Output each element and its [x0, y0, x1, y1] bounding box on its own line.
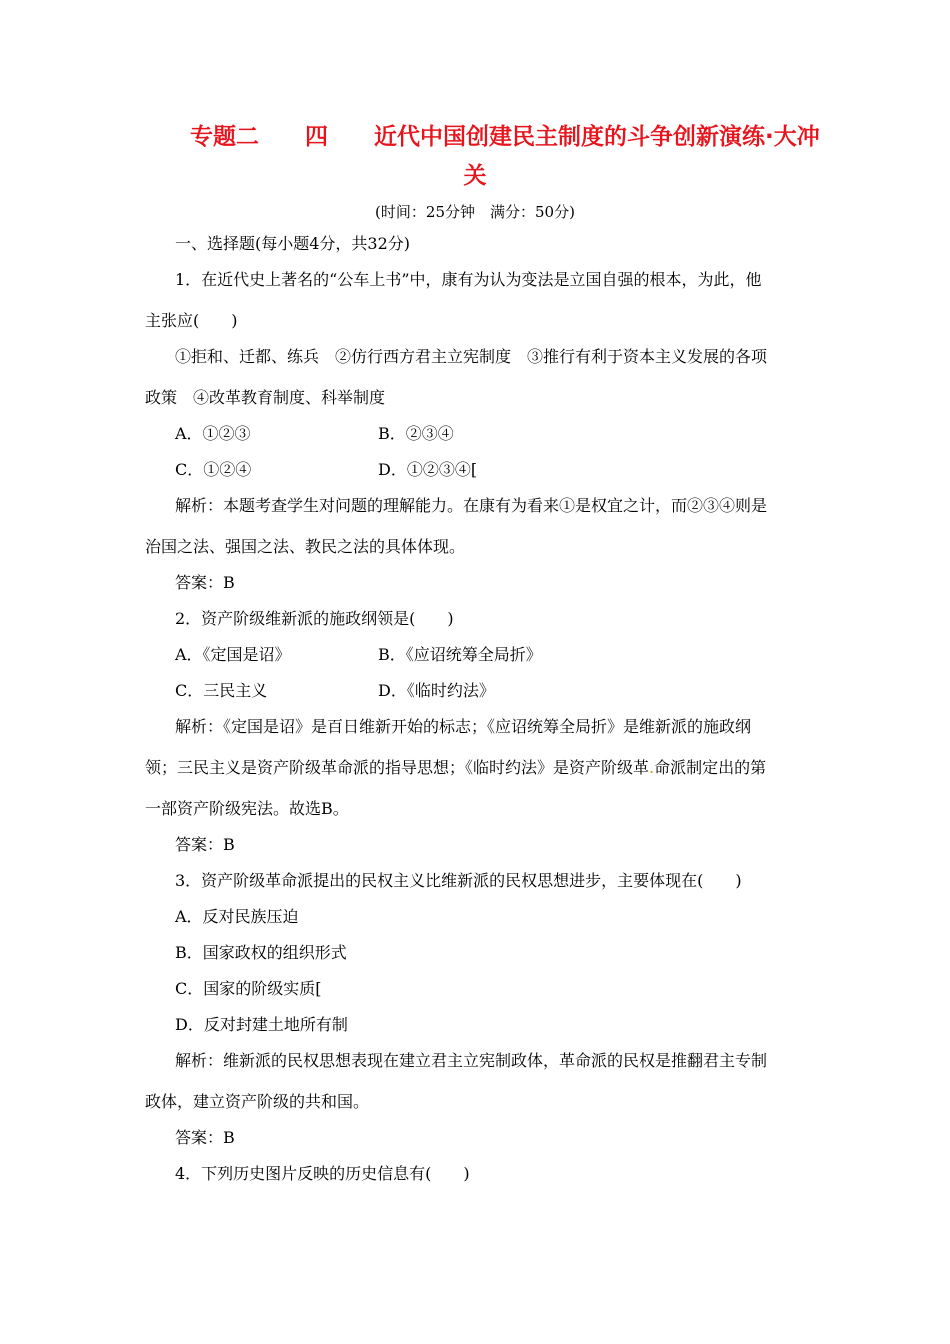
section-heading: 一、选择题(每小题4分，共32分)	[175, 234, 411, 253]
document-title	[190, 118, 820, 196]
q3-answer: 答案：B	[175, 1128, 235, 1147]
q2-analysis-line2-part1: 领；三民主义是资产阶级革命派的指导思想；《临时约法》是资产阶级革	[145, 758, 650, 777]
q2-stem: 2．资产阶级维新派的施政纲领是( )	[175, 609, 454, 628]
q1-option-a: A．①②③	[175, 424, 251, 443]
title-line-1: 专题二 四 近代中国创建民主制度的斗争创新演练·大冲	[190, 124, 820, 150]
q1-analysis-line2: 治国之法、强国之法、教民之法的具体体现。	[145, 537, 466, 556]
q1-option-d: D．①②③④[	[378, 460, 478, 479]
q1-option-c: C．①②④	[175, 460, 252, 479]
q3-option-c: C．国家的阶级实质[	[175, 979, 322, 998]
subtitle-time-score: (时间：25分钟 满分：50分)	[375, 203, 575, 221]
q3-stem: 3．资产阶级革命派提出的民权主义比维新派的民权思想进步，主要体现在( )	[175, 871, 742, 890]
q3-option-a: A．反对民族压迫	[175, 907, 299, 926]
q2-option-a: A．《定国是诏》	[175, 645, 291, 664]
q3-analysis-line2: 政体，建立资产阶级的共和国。	[145, 1092, 370, 1111]
q1-analysis-line1: 解析：本题考查学生对问题的理解能力。在康有为看来①是权宜之计，而②③④则是	[175, 496, 768, 515]
q2-analysis-line2-part2: 命派制定出的第	[654, 758, 767, 777]
q1-answer: 答案：B	[175, 573, 235, 592]
q2-answer: 答案：B	[175, 835, 235, 854]
q1-stem-line2: 主张应( )	[145, 311, 238, 330]
title-line-2: 关	[463, 163, 487, 189]
q2-option-b: B．《应诏统筹全局折》	[378, 645, 542, 664]
q2-option-d: D．《临时约法》	[378, 681, 495, 700]
q1-items-line1: ①拒和、迁都、练兵 ②仿行西方君主立宪制度 ③推行有利于资本主义发展的各项	[175, 347, 768, 366]
q3-option-d: D．反对封建土地所有制	[175, 1015, 348, 1034]
stray-mark: .	[649, 758, 655, 777]
q2-analysis-line1: 解析：《定国是诏》是百日维新开始的标志；《应诏统筹全局折》是维新派的施政纲	[175, 717, 752, 736]
q1-items-line2: 政策 ④改革教育制度、科举制度	[145, 388, 386, 407]
q2-analysis-line3: 一部资产阶级宪法。故选B。	[145, 799, 349, 818]
q1-stem-line1: 1．在近代史上著名的“公车上书”中，康有为认为变法是立国自强的根本，为此，他	[175, 270, 762, 289]
q3-option-b: B．国家政权的组织形式	[175, 943, 347, 962]
q2-option-c: C．三民主义	[175, 681, 268, 700]
q2-analysis-line2	[145, 758, 766, 778]
q1-option-b: B．②③④	[378, 424, 454, 443]
q4-stem: 4．下列历史图片反映的历史信息有( )	[175, 1164, 470, 1183]
q3-analysis-line1: 解析：维新派的民权思想表现在建立君主立宪制政体，革命派的民权是推翻君主专制	[175, 1051, 768, 1070]
